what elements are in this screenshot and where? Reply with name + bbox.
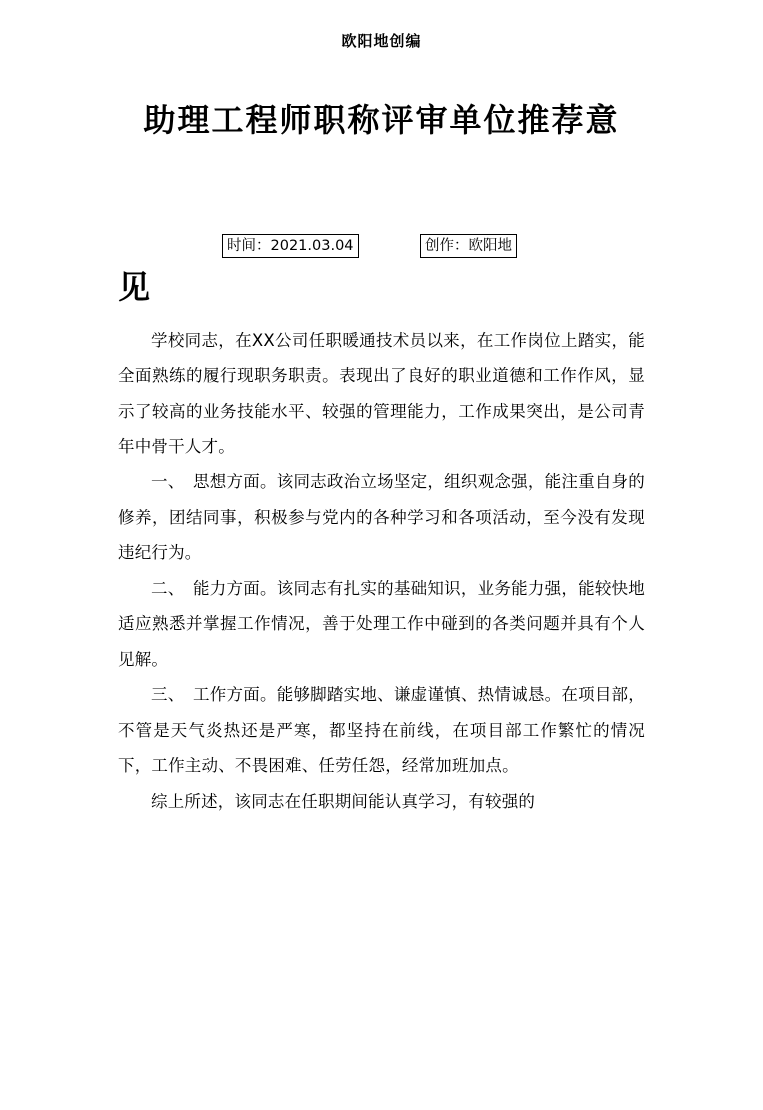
document-page (0, 30, 763, 1110)
document-title: 助理工程师职称评审单位推荐意 (143, 101, 620, 139)
creation-author-box: 创作：欧阳地 (420, 234, 517, 258)
document-title-overflow: 见 (118, 268, 153, 307)
paragraph: 三、 工作方面。能够脚踏实地、谦虚谨慎、热情诚恳。在项目部，不管是天气炎热还是严寒，都坚持在前线，在项目部工作繁忙的情况下，工作主动、不畏困难、任劳任怨，经常加班加点。 (118, 685, 645, 776)
creation-time-box: 时间：2021.03.04 (222, 234, 359, 258)
paragraph: 综上所述，该同志在任职期间能认真学习，有较强的 (151, 791, 536, 811)
document-body (0, 323, 763, 820)
paragraph: 一、 思想方面。该同志政治立场坚定，组织观念强，能注重自身的修养，团结同事，积极参与党内的各种学习和各项活动，至今没有发现违纪行为。 (118, 472, 645, 563)
paragraph: 二、 能力方面。该同志有扎实的基础知识，业务能力强，能较快地适应熟悉并掌握工作情况，善于处理工作中碰到的各类问题并具有个人见解。 (118, 578, 645, 669)
paragraph: 学校同志，在XX公司任职暖通技术员以来，在工作岗位上踏实，能全面熟练的履行现职务职责。表现出了良好的职业道德和工作作风，显示了较高的业务技能水平、较强的管理能力，工作成果突出，是公司青年中骨干人才。 (118, 330, 645, 456)
document-header: 欧阳地创编 (341, 32, 422, 50)
document-meta-row (0, 234, 763, 260)
